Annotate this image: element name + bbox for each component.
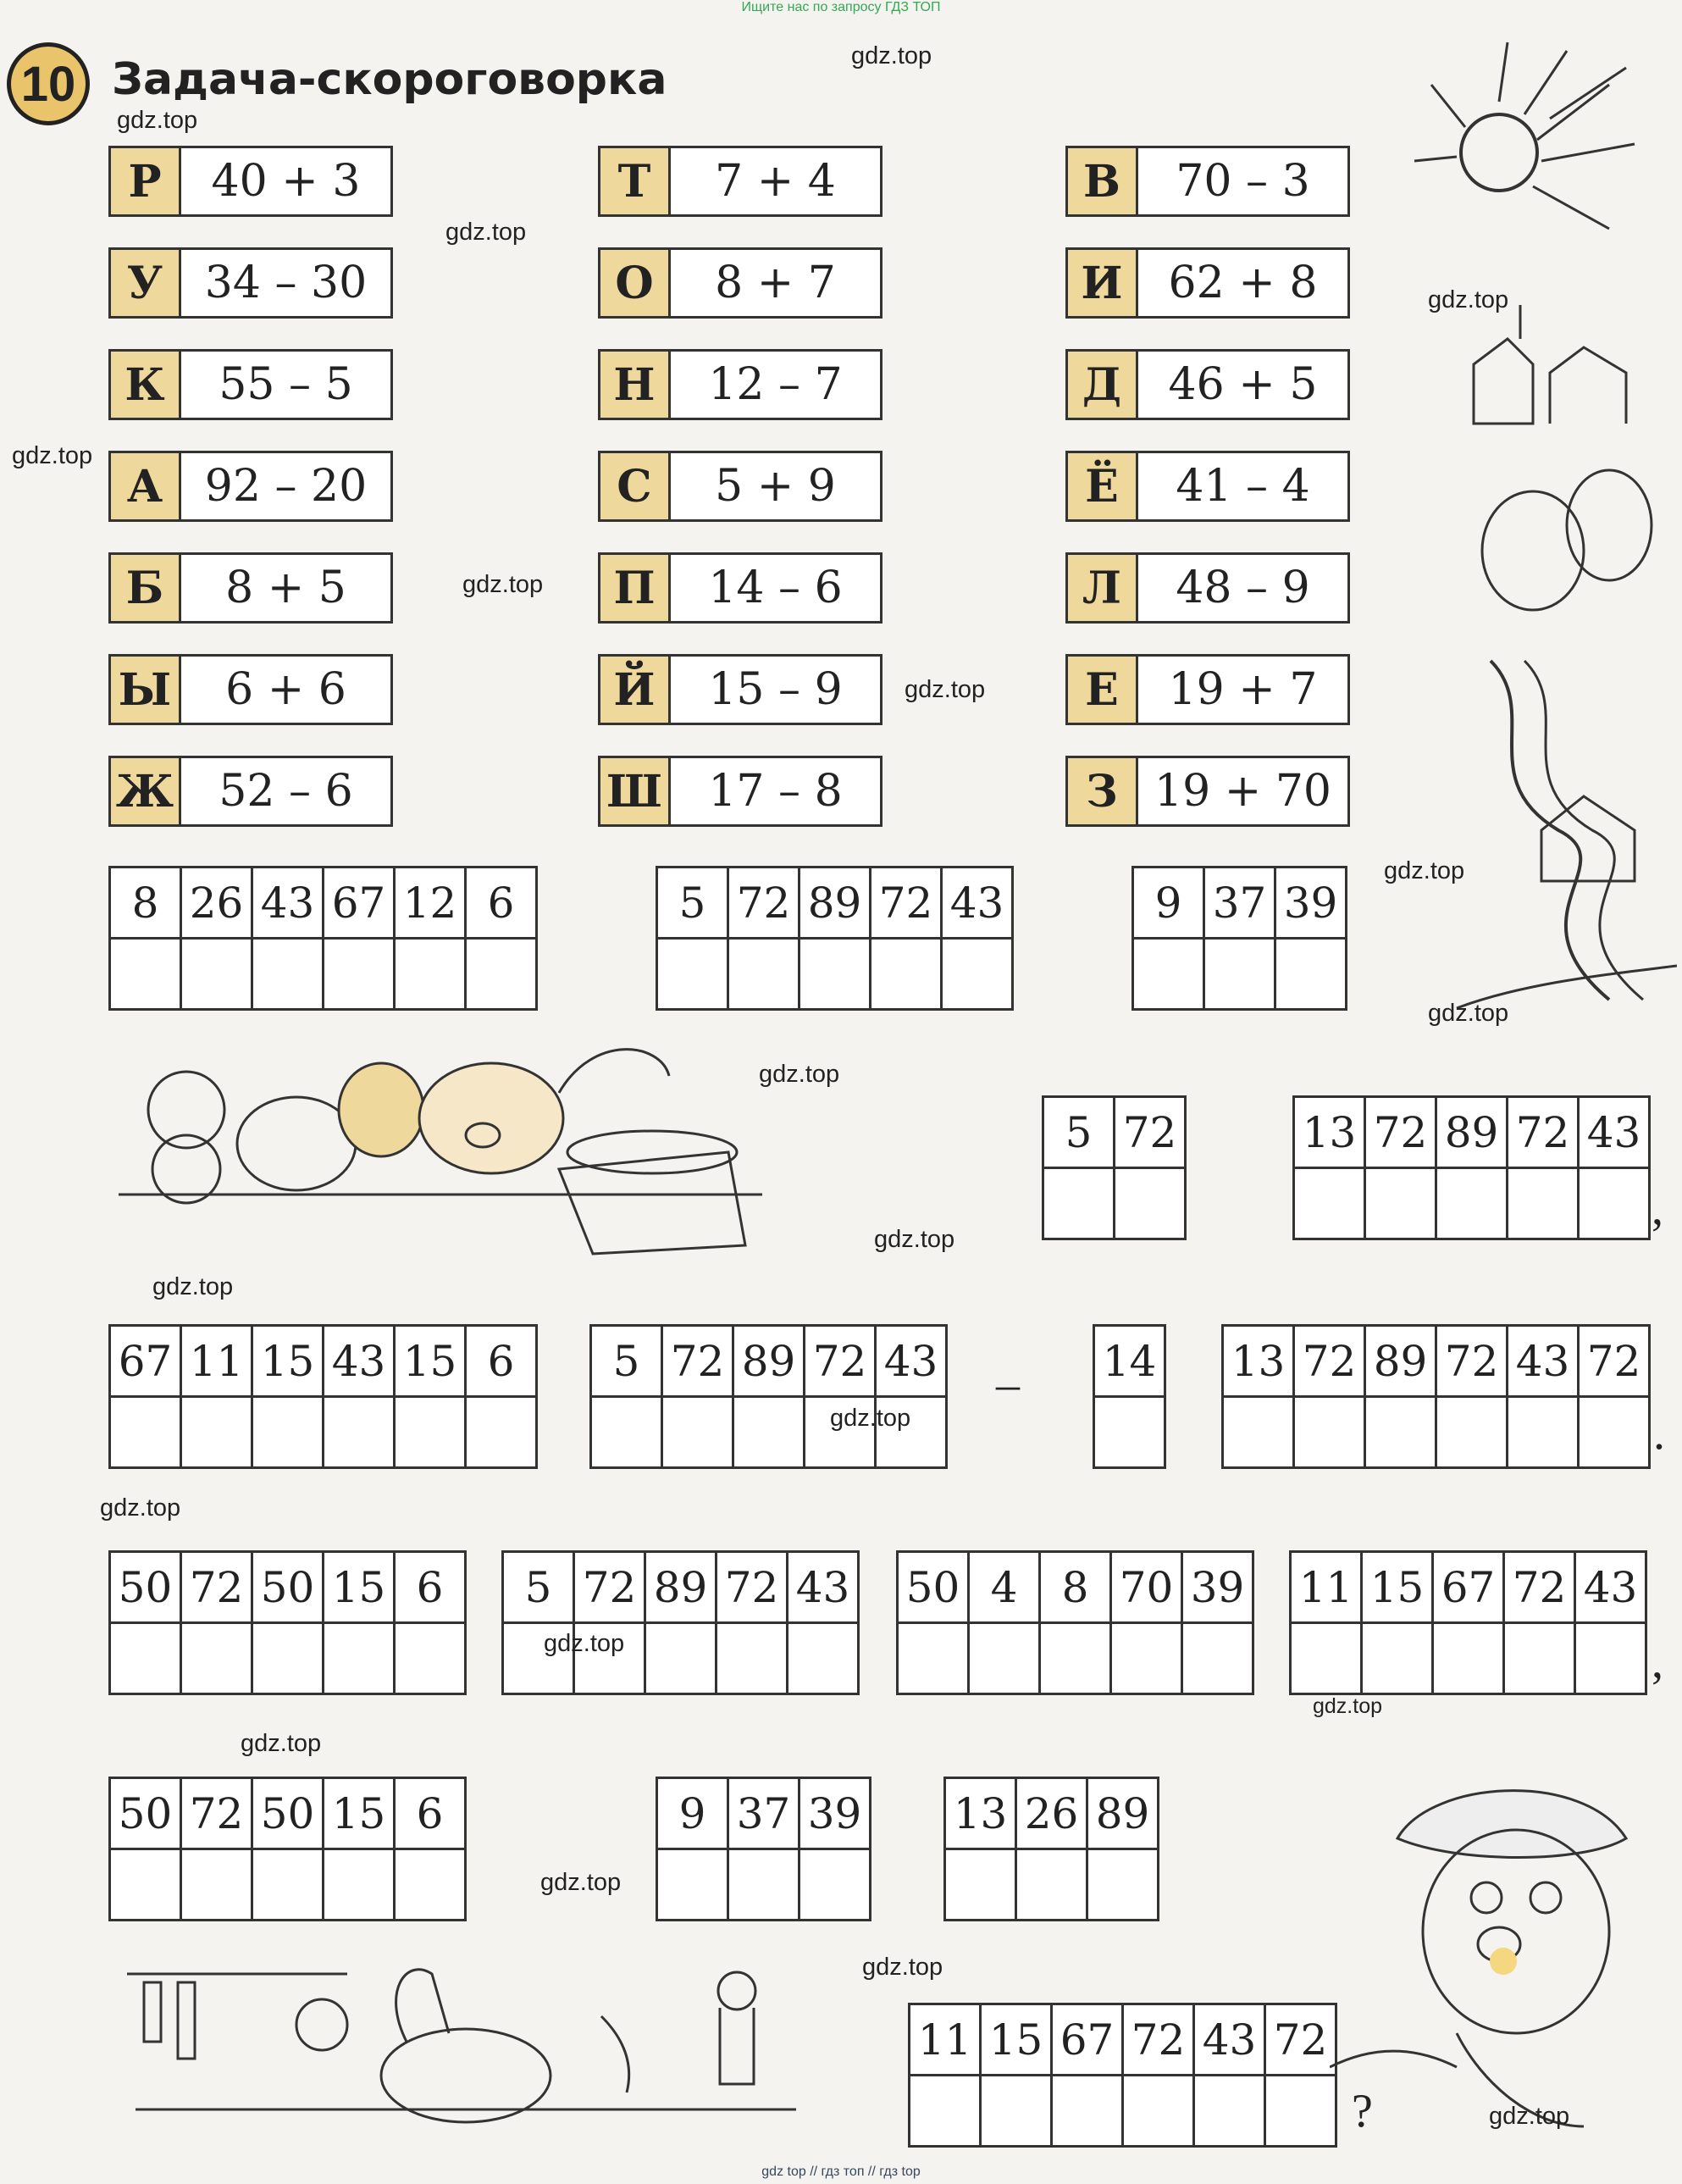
code-cell: 67 (1052, 2004, 1123, 2076)
watermark: gdz.top (862, 1954, 943, 1981)
key-expression: 6 + 6 (225, 664, 346, 715)
code-cell: 15 (252, 1326, 324, 1397)
code-cell: 43 (1508, 1326, 1579, 1397)
code-cell: 89 (1087, 1778, 1159, 1849)
answer-cell[interactable] (591, 1397, 662, 1468)
answer-cell[interactable] (110, 1397, 181, 1468)
key-box-z (1065, 756, 1350, 827)
code-cell: 50 (252, 1778, 324, 1849)
watermark: gdz.top (851, 42, 932, 69)
key-expression: 8 + 7 (715, 258, 836, 308)
answer-cell[interactable] (898, 1623, 969, 1694)
key-box-d (1065, 349, 1350, 420)
answer-cell[interactable] (1436, 1397, 1508, 1468)
answer-grid-14 (108, 1777, 467, 1921)
code-cell: 13 (1223, 1326, 1294, 1397)
key-box-o (598, 247, 882, 319)
code-cell: 89 (733, 1326, 805, 1397)
answer-cell[interactable] (1362, 1623, 1433, 1694)
answer-cell[interactable] (662, 1397, 733, 1468)
code-cell: 89 (800, 868, 871, 939)
watermark: gdz.top (830, 1405, 911, 1432)
answer-cell[interactable] (1508, 1168, 1579, 1239)
code-cell: 26 (181, 868, 252, 939)
key-box-k (108, 349, 393, 420)
answer-cell[interactable] (942, 939, 1013, 1010)
code-cell: 72 (1294, 1326, 1365, 1397)
answer-cell[interactable] (395, 939, 466, 1010)
code-cell: 72 (805, 1326, 876, 1397)
code-cell: 72 (871, 868, 942, 939)
answer-cell[interactable] (1294, 1168, 1365, 1239)
watermark: gdz.top (12, 442, 93, 469)
key-box-b (108, 552, 393, 624)
code-cell: 43 (1194, 2004, 1265, 2076)
key-letter: Й (600, 657, 671, 723)
answer-grid-5 (1292, 1095, 1651, 1240)
watermark: gdz.top (445, 219, 527, 246)
code-cell: 39 (1182, 1552, 1253, 1623)
answer-cell[interactable] (871, 939, 942, 1010)
answer-cell[interactable] (945, 1849, 1016, 1921)
answer-grid-6 (108, 1324, 538, 1469)
answer-cell[interactable] (110, 1623, 181, 1694)
code-cell: 39 (800, 1778, 871, 1849)
answer-grid-8 (1093, 1324, 1166, 1469)
answer-cell[interactable] (1087, 1849, 1159, 1921)
code-cell: 67 (110, 1326, 181, 1397)
answer-grid-9 (1221, 1324, 1651, 1469)
answer-cell[interactable] (1579, 1168, 1650, 1239)
key-letter: Ж (111, 758, 181, 824)
watermark: gdz.top (1428, 286, 1509, 313)
code-cell: 72 (181, 1778, 252, 1849)
key-letter: К (111, 352, 181, 418)
watermark: gdz.top (759, 1061, 840, 1088)
answer-cell[interactable] (252, 1623, 324, 1694)
key-expression: 17 – 8 (708, 766, 843, 817)
answer-grid-15 (656, 1777, 871, 1921)
key-letter: П (600, 555, 671, 621)
code-cell: 37 (1204, 868, 1275, 939)
key-expression: 48 – 9 (1176, 563, 1310, 613)
code-cell: 72 (1365, 1097, 1436, 1168)
code-cell: 15 (324, 1778, 395, 1849)
footer-note: gdz top // гдз топ // гдз top (761, 2165, 921, 2179)
answer-cell[interactable] (324, 1623, 395, 1694)
answer-cell[interactable] (181, 1623, 252, 1694)
code-cell: 72 (1508, 1097, 1579, 1168)
code-cell: 43 (876, 1326, 947, 1397)
answer-cell[interactable] (1294, 1397, 1365, 1468)
code-cell: 11 (1291, 1552, 1362, 1623)
answer-cell[interactable] (1115, 1168, 1186, 1239)
code-cell: 8 (1040, 1552, 1111, 1623)
key-letter: О (600, 250, 671, 316)
code-cell: 15 (981, 2004, 1052, 2076)
key-box-u (108, 247, 393, 319)
answer-cell[interactable] (788, 1623, 859, 1694)
task-title: Задача-скороговорка (112, 54, 667, 105)
key-letter: Р (111, 148, 181, 214)
answer-cell[interactable] (252, 939, 324, 1010)
answer-cell[interactable] (324, 1397, 395, 1468)
code-cell: 50 (252, 1552, 324, 1623)
key-box-sh (598, 756, 882, 827)
code-cell: 9 (1133, 868, 1204, 939)
key-box-n (598, 349, 882, 420)
answer-cell[interactable] (466, 1397, 537, 1468)
answer-cell[interactable] (910, 2076, 981, 2147)
key-expression: 46 + 5 (1168, 359, 1318, 410)
key-box-yo (1065, 451, 1350, 522)
code-cell: 72 (181, 1552, 252, 1623)
watermark: gdz.top (152, 1273, 234, 1300)
answer-cell[interactable] (1094, 1397, 1165, 1468)
answer-grid-16 (943, 1777, 1159, 1921)
answer-cell[interactable] (1043, 1168, 1115, 1239)
code-cell: 5 (591, 1326, 662, 1397)
answer-grid-7 (589, 1324, 948, 1469)
answer-cell[interactable] (110, 939, 181, 1010)
code-cell: 67 (324, 868, 395, 939)
sun-illustration (1406, 34, 1660, 254)
code-cell: 15 (395, 1326, 466, 1397)
key-box-s (598, 451, 882, 522)
code-cell: 43 (252, 868, 324, 939)
comma-1: , (1652, 1183, 1663, 1235)
question-mark: ? (1352, 2085, 1373, 2137)
code-cell: 72 (1436, 1326, 1508, 1397)
key-box-i (1065, 247, 1350, 319)
key-letter: А (111, 453, 181, 519)
answer-cell[interactable] (1579, 1397, 1650, 1468)
answer-cell[interactable] (1040, 1623, 1111, 1694)
key-letter: Ы (111, 657, 181, 723)
key-box-r (108, 146, 393, 217)
code-cell: 6 (466, 868, 537, 939)
answer-cell[interactable] (110, 1849, 181, 1921)
key-expression: 15 – 9 (708, 664, 843, 715)
code-cell: 72 (1115, 1097, 1186, 1168)
period: . (1653, 1407, 1665, 1460)
answer-cell[interactable] (466, 939, 537, 1010)
code-cell: 12 (395, 868, 466, 939)
key-letter: И (1068, 250, 1138, 316)
code-cell: 26 (1016, 1778, 1087, 1849)
code-cell: 5 (503, 1552, 574, 1623)
answer-cell[interactable] (181, 1397, 252, 1468)
man-in-cap-illustration (1330, 1762, 1652, 2135)
answer-cell[interactable] (1433, 1623, 1504, 1694)
code-cell: 15 (324, 1552, 395, 1623)
code-cell: 43 (1575, 1552, 1646, 1623)
key-letter: Б (111, 555, 181, 621)
answer-cell[interactable] (657, 1849, 728, 1921)
task-number-badge (7, 42, 90, 125)
key-expression: 41 – 4 (1176, 461, 1310, 512)
answer-grid-13 (1289, 1550, 1647, 1695)
key-box-y (108, 654, 393, 725)
key-box-zh (108, 756, 393, 827)
answer-grid-17 (908, 2003, 1337, 2148)
comma-2: , (1652, 1636, 1663, 1688)
code-cell: 72 (1579, 1326, 1650, 1397)
answer-cell[interactable] (1365, 1168, 1436, 1239)
code-cell: 89 (1436, 1097, 1508, 1168)
answer-cell[interactable] (252, 1849, 324, 1921)
answer-grid-3 (1131, 866, 1347, 1011)
code-cell: 4 (969, 1552, 1040, 1623)
answer-cell[interactable] (395, 1623, 466, 1694)
code-cell: 5 (1043, 1097, 1115, 1168)
code-cell: 8 (110, 868, 181, 939)
code-cell: 72 (728, 868, 800, 939)
code-cell: 6 (395, 1552, 466, 1623)
watermark: gdz.top (1313, 1694, 1383, 1718)
vegetables-pig-illustration (119, 1025, 762, 1262)
key-expression: 62 + 8 (1168, 258, 1318, 308)
answer-cell[interactable] (645, 1623, 717, 1694)
answer-cell[interactable] (1436, 1168, 1508, 1239)
code-cell: 70 (1111, 1552, 1182, 1623)
answer-cell[interactable] (1275, 939, 1347, 1010)
watermark: gdz.top (462, 571, 544, 598)
answer-cell[interactable] (1504, 1623, 1575, 1694)
key-letter: У (111, 250, 181, 316)
answer-cell[interactable] (252, 1397, 324, 1468)
watermark: gdz.top (540, 1869, 622, 1896)
key-letter: С (600, 453, 671, 519)
answer-cell[interactable] (1575, 1623, 1646, 1694)
answer-cell[interactable] (728, 939, 800, 1010)
answer-grid-11 (501, 1550, 860, 1695)
key-expression: 19 + 7 (1168, 664, 1318, 715)
answer-cell[interactable] (657, 939, 728, 1010)
key-expression: 8 + 5 (225, 563, 346, 613)
watermark: gdz.top (1428, 1000, 1509, 1027)
answer-cell[interactable] (1133, 939, 1204, 1010)
key-expression: 55 – 5 (219, 359, 353, 410)
code-cell: 43 (324, 1326, 395, 1397)
answer-cell[interactable] (1123, 2076, 1194, 2147)
code-cell: 72 (1123, 2004, 1194, 2076)
answer-grid-4 (1042, 1095, 1187, 1240)
code-cell: 72 (1504, 1552, 1575, 1623)
key-letter: З (1068, 758, 1138, 824)
code-cell: 89 (645, 1552, 717, 1623)
code-cell: 6 (466, 1326, 537, 1397)
task-number: 10 (20, 56, 76, 112)
code-cell: 50 (110, 1778, 181, 1849)
watermark: gdz.top (874, 1226, 955, 1253)
code-cell: 72 (662, 1326, 733, 1397)
code-cell: 13 (945, 1778, 1016, 1849)
answer-cell[interactable] (1194, 2076, 1265, 2147)
code-cell: 43 (788, 1552, 859, 1623)
code-cell: 50 (110, 1552, 181, 1623)
answer-cell[interactable] (181, 1849, 252, 1921)
answer-grid-12 (896, 1550, 1254, 1695)
key-box-a (108, 451, 393, 522)
code-cell: 43 (942, 868, 1013, 939)
answer-cell[interactable] (969, 1623, 1040, 1694)
answer-cell[interactable] (324, 1849, 395, 1921)
hill-village-illustration (1440, 271, 1677, 1008)
key-box-e (1065, 654, 1350, 725)
watermark: gdz.top (544, 1630, 625, 1657)
answer-cell[interactable] (1052, 2076, 1123, 2147)
key-expression: 52 – 6 (219, 766, 353, 817)
answer-cell[interactable] (1508, 1397, 1579, 1468)
code-cell: 39 (1275, 868, 1347, 939)
key-expression: 70 – 3 (1176, 156, 1310, 207)
code-cell: 11 (181, 1326, 252, 1397)
key-box-p (598, 552, 882, 624)
watermark: gdz.top (241, 1730, 322, 1757)
dash: – (996, 1358, 1020, 1411)
answer-cell[interactable] (728, 1849, 800, 1921)
key-expression: 92 – 20 (204, 461, 368, 512)
watermark: gdz.top (1489, 2103, 1570, 2130)
answer-cell[interactable] (1204, 939, 1275, 1010)
key-letter: В (1068, 148, 1138, 214)
answer-cell[interactable] (395, 1849, 466, 1921)
answer-cell[interactable] (1265, 2076, 1336, 2147)
key-letter: Н (600, 352, 671, 418)
answer-cell[interactable] (733, 1397, 805, 1468)
answer-cell[interactable] (181, 939, 252, 1010)
key-letter: Ё (1068, 453, 1138, 519)
answer-grid-2 (656, 866, 1014, 1011)
key-letter: Е (1068, 657, 1138, 723)
code-cell: 5 (657, 868, 728, 939)
watermark: gdz.top (905, 676, 986, 703)
answer-cell[interactable] (981, 2076, 1052, 2147)
code-cell: 43 (1579, 1097, 1650, 1168)
key-box-j (598, 654, 882, 725)
key-letter: Л (1068, 555, 1138, 621)
key-box-v (1065, 146, 1350, 217)
key-letter: Д (1068, 352, 1138, 418)
watermark: gdz.top (117, 107, 198, 134)
code-cell: 6 (395, 1778, 466, 1849)
key-expression: 5 + 9 (715, 461, 836, 512)
answer-cell[interactable] (395, 1397, 466, 1468)
code-cell: 11 (910, 2004, 981, 2076)
farmyard-illustration (127, 1940, 822, 2152)
answer-cell[interactable] (324, 939, 395, 1010)
key-box-t (598, 146, 882, 217)
answer-grid-10 (108, 1550, 467, 1695)
key-expression: 40 + 3 (211, 156, 361, 207)
code-cell: 89 (1365, 1326, 1436, 1397)
key-expression: 14 – 6 (708, 563, 843, 613)
answer-cell[interactable] (717, 1623, 788, 1694)
answer-cell[interactable] (1291, 1623, 1362, 1694)
code-cell: 13 (1294, 1097, 1365, 1168)
code-cell: 9 (657, 1778, 728, 1849)
code-cell: 72 (717, 1552, 788, 1623)
answer-cell[interactable] (800, 939, 871, 1010)
key-letter: Т (600, 148, 671, 214)
key-expression: 34 – 30 (204, 258, 368, 308)
code-cell: 15 (1362, 1552, 1433, 1623)
answer-grid-1 (108, 866, 538, 1011)
key-box-l (1065, 552, 1350, 624)
answer-cell[interactable] (1365, 1397, 1436, 1468)
answer-cell[interactable] (1111, 1623, 1182, 1694)
watermark: gdz.top (1384, 857, 1465, 884)
code-cell: 72 (574, 1552, 645, 1623)
code-cell: 67 (1433, 1552, 1504, 1623)
header-note: Ищите нас по запросу ГДЗ ТОП (741, 0, 941, 14)
answer-cell[interactable] (1016, 1849, 1087, 1921)
answer-cell[interactable] (800, 1849, 871, 1921)
code-cell: 72 (1265, 2004, 1336, 2076)
key-expression: 19 + 70 (1154, 766, 1331, 817)
key-expression: 12 – 7 (708, 359, 843, 410)
watermark: gdz.top (100, 1494, 181, 1522)
answer-cell[interactable] (1223, 1397, 1294, 1468)
code-cell: 14 (1094, 1326, 1165, 1397)
key-expression: 7 + 4 (715, 156, 836, 207)
answer-cell[interactable] (1182, 1623, 1253, 1694)
code-cell: 50 (898, 1552, 969, 1623)
code-cell: 37 (728, 1778, 800, 1849)
key-letter: Ш (600, 758, 671, 824)
